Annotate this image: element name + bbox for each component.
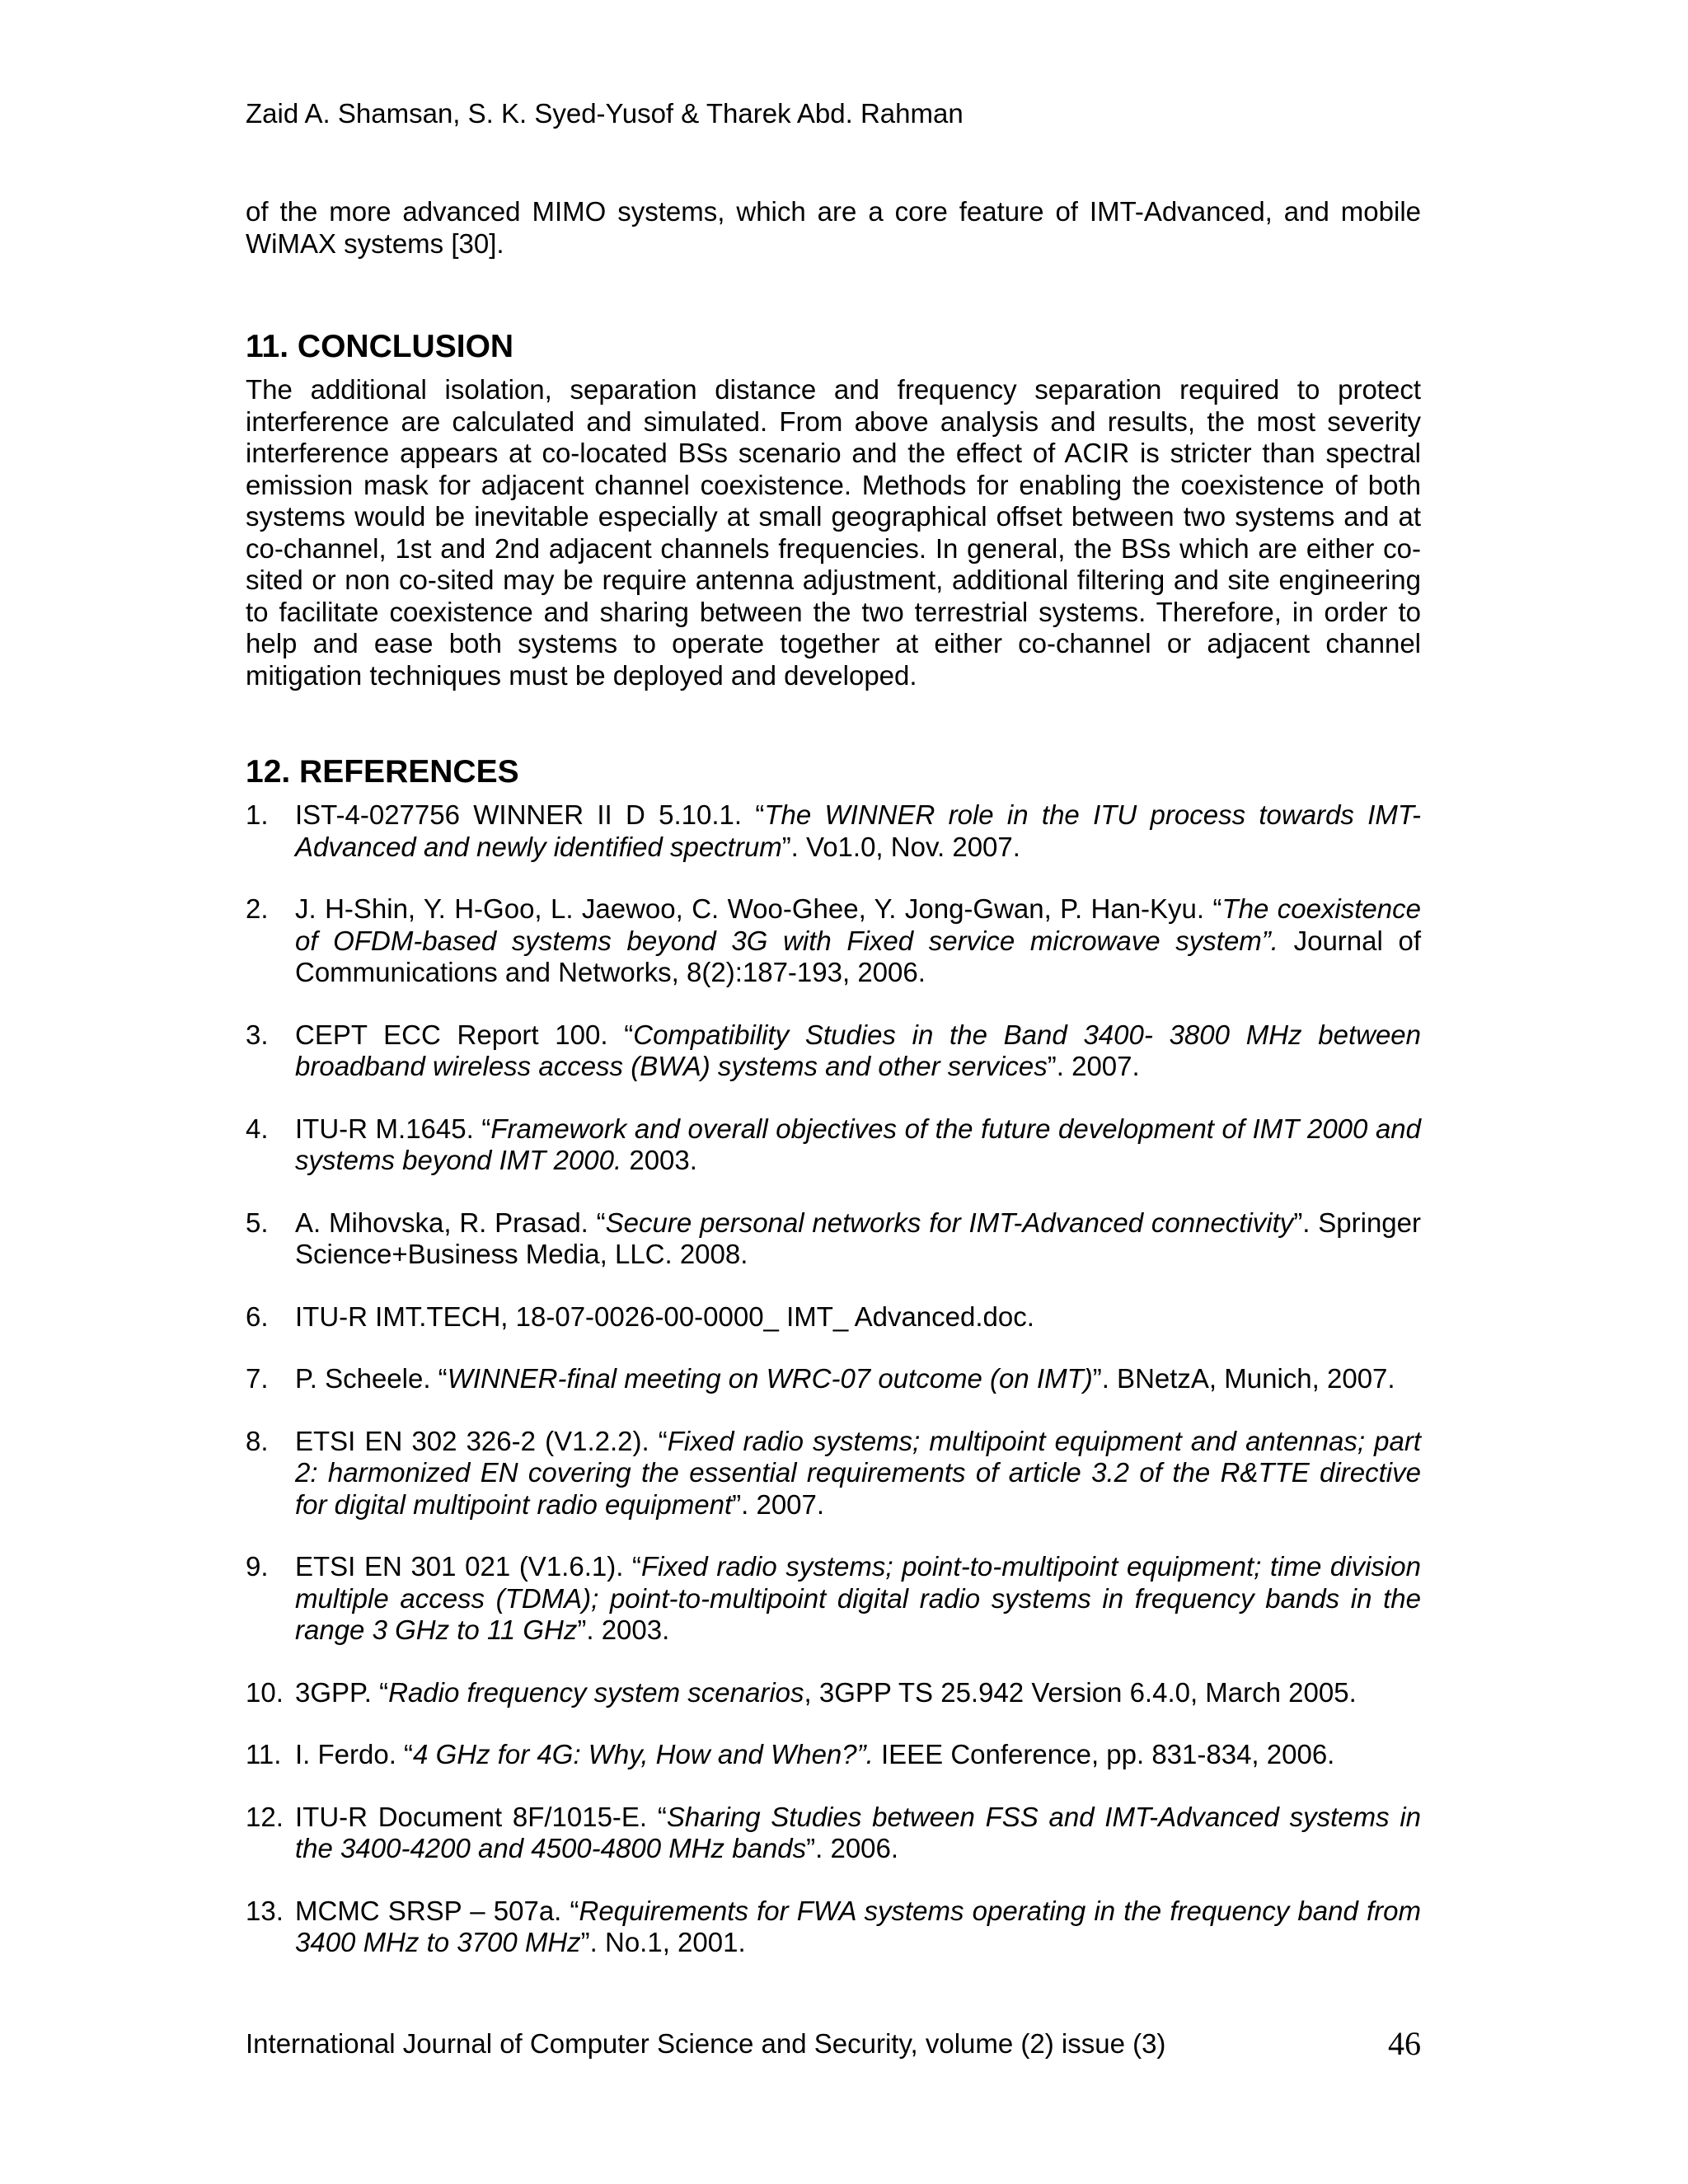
reference-number: 8. [246, 1425, 269, 1456]
reference-source: ETSI EN 302 326-2 (V1.2.2). “ [295, 1425, 668, 1456]
reference-title: Fixed radio systems; multipoint equipment and antennas; part 2: harmonized EN covering the essential requirements of article 3.2 of the R&TTE directive for digital multipoint radio equipment [295, 1425, 1421, 1520]
intro-paragraph: of the more advanced MIMO systems, which are a core feature of IMT-Advanced, and mobile WiMAX systems [30]. [246, 196, 1421, 259]
references-heading: 12. REFERENCES [246, 754, 519, 790]
reference-title: Compatibility Studies in the Band 3400- 3800 MHz between broadband wireless access (BWA) systems and other services [295, 1019, 1422, 1081]
reference-number: 11. [246, 1739, 282, 1769]
reference-details: Journal of Communications and Networks, 8(2):187-193, 2006. [295, 925, 1421, 987]
reference-item [246, 893, 1421, 989]
reference-title: Secure personal networks for IMT-Advanced connectivity [605, 1207, 1294, 1238]
reference-title: Radio frequency system scenarios [388, 1676, 804, 1708]
reference-number: 9. [246, 1551, 269, 1582]
conclusion-heading: 11. CONCLUSION [246, 329, 514, 364]
reference-source: ITU-R M.1645. “ [295, 1113, 491, 1144]
reference-details: , 3GPP TS 25.942 Version 6.4.0, March 2005. [804, 1676, 1357, 1708]
reference-number: 10. [246, 1676, 284, 1708]
reference-item [246, 1896, 1421, 1959]
reference-item [246, 1426, 1421, 1521]
reference-number: 4. [246, 1113, 269, 1144]
reference-item [246, 1301, 1421, 1333]
reference-title: The coexistence of OFDM-based systems beyond 3G with Fixed service microwave system”. [295, 893, 1421, 956]
reference-number: 7. [246, 1363, 269, 1394]
reference-details: ”. No.1, 2001. [580, 1927, 746, 1957]
reference-source: P. Scheele. “ [295, 1363, 448, 1394]
reference-source: MCMC SRSP – 507a. “ [295, 1895, 579, 1926]
footer-journal-name: International Journal of Computer Science and Security, volume (2) issue (3) [246, 2028, 1166, 2059]
reference-details: ”. 2007. [1047, 1051, 1140, 1081]
reference-details: ”. Vo1.0, Nov. 2007. [781, 831, 1020, 862]
reference-item [246, 1207, 1421, 1271]
reference-item [246, 1113, 1421, 1177]
reference-details: ”. 2003. [577, 1615, 670, 1645]
reference-title: Sharing Studies between FSS and IMT-Advanced systems in the 3400-4200 and 4500-4800 MHz bands [295, 1801, 1421, 1863]
reference-item [246, 799, 1421, 863]
reference-item [246, 1802, 1421, 1865]
reference-number: 12. [246, 1801, 284, 1832]
reference-item [246, 1677, 1421, 1709]
reference-source: ITU-R Document 8F/1015-E. “ [295, 1801, 667, 1832]
reference-item [246, 1739, 1421, 1771]
reference-number: 13. [246, 1895, 284, 1926]
reference-source: 3GPP. “ [295, 1676, 389, 1708]
reference-title: Requirements for FWA systems operating in the frequency band from 3400 MHz to 3700 MHz [295, 1895, 1421, 1957]
reference-number: 5. [246, 1207, 269, 1238]
reference-title: WINNER-final meeting on WRC-07 outcome (on IMT) [447, 1363, 1093, 1394]
reference-source: ETSI EN 301 021 (V1.6.1). “ [295, 1551, 641, 1582]
reference-item [246, 1551, 1421, 1647]
reference-title: Fixed radio systems; point-to-multipoint equipment; time division multiple access (TDMA); point-to-multipoint digital radio systems in frequency bands in the range 3 GHz to 11 GHz [295, 1551, 1421, 1645]
page-number: 46 [1388, 2025, 1421, 2062]
reference-title: Framework and overall objectives of the future development of IMT 2000 and systems beyond IMT 2000. [295, 1113, 1422, 1175]
reference-source: J. H-Shin, Y. H-Goo, L. Jaewoo, C. Woo-Ghee, Y. Jong-Gwan, P. Han-Kyu. “ [295, 893, 1222, 924]
reference-number: 3. [246, 1019, 269, 1050]
reference-source: A. Mihovska, R. Prasad. “ [295, 1207, 606, 1238]
reference-title: The WINNER role in the ITU process towards IMT-Advanced and newly identified spectrum [295, 799, 1421, 862]
reference-list [246, 799, 1421, 1990]
reference-details: ”. Springer Science+Business Media, LLC. 2008. [295, 1207, 1422, 1269]
reference-number: 1. [246, 799, 269, 830]
reference-details: 2003. [621, 1145, 697, 1175]
reference-details: ”. 2006. [806, 1833, 899, 1863]
reference-details: ”. 2007. [732, 1488, 825, 1520]
reference-source: CEPT ECC Report 100. “ [295, 1019, 634, 1050]
reference-source: IST-4-027756 WINNER II D 5.10.1. “ [295, 799, 765, 830]
reference-source: ITU-R IMT.TECH, 18-07-0026-00-0000_ IMT_ Advanced.doc. [295, 1301, 1034, 1332]
reference-details: ”. BNetzA, Munich, 2007. [1092, 1363, 1395, 1394]
reference-title: 4 GHz for 4G: Why, How and When?”. [413, 1739, 874, 1769]
reference-number: 2. [246, 893, 269, 924]
reference-details: IEEE Conference, pp. 831-834, 2006. [873, 1739, 1335, 1769]
reference-number: 6. [246, 1301, 269, 1332]
conclusion-paragraph: The additional isolation, separation distance and frequency separation required to protect interference are calculated and simulated. From above analysis and results, the most severity interference appears at co-located BSs scenario and the effect of ACIR is stricter than spectral emission mask for adjacent channel coexistence. Methods for enabling the coexistence of both systems would be inevitable especially at small geographical offset between two systems and at co-channel, 1st and 2nd adjacent channels frequencies. In general, the BSs which are either co-sited or non co-sited may be require antenna adjustment, additional filtering and site engineering to facilitate coexistence and sharing between the two terrestrial systems. Therefore, in order to help and ease both systems to operate together at either co-channel or adjacent channel mitigation techniques must be deployed and developed. [246, 374, 1421, 691]
reference-item [246, 1363, 1421, 1395]
running-header-authors: Zaid A. Shamsan, S. K. Syed-Yusof & Tharek Abd. Rahman [246, 98, 964, 129]
reference-item [246, 1019, 1421, 1083]
reference-source: I. Ferdo. “ [295, 1739, 414, 1769]
